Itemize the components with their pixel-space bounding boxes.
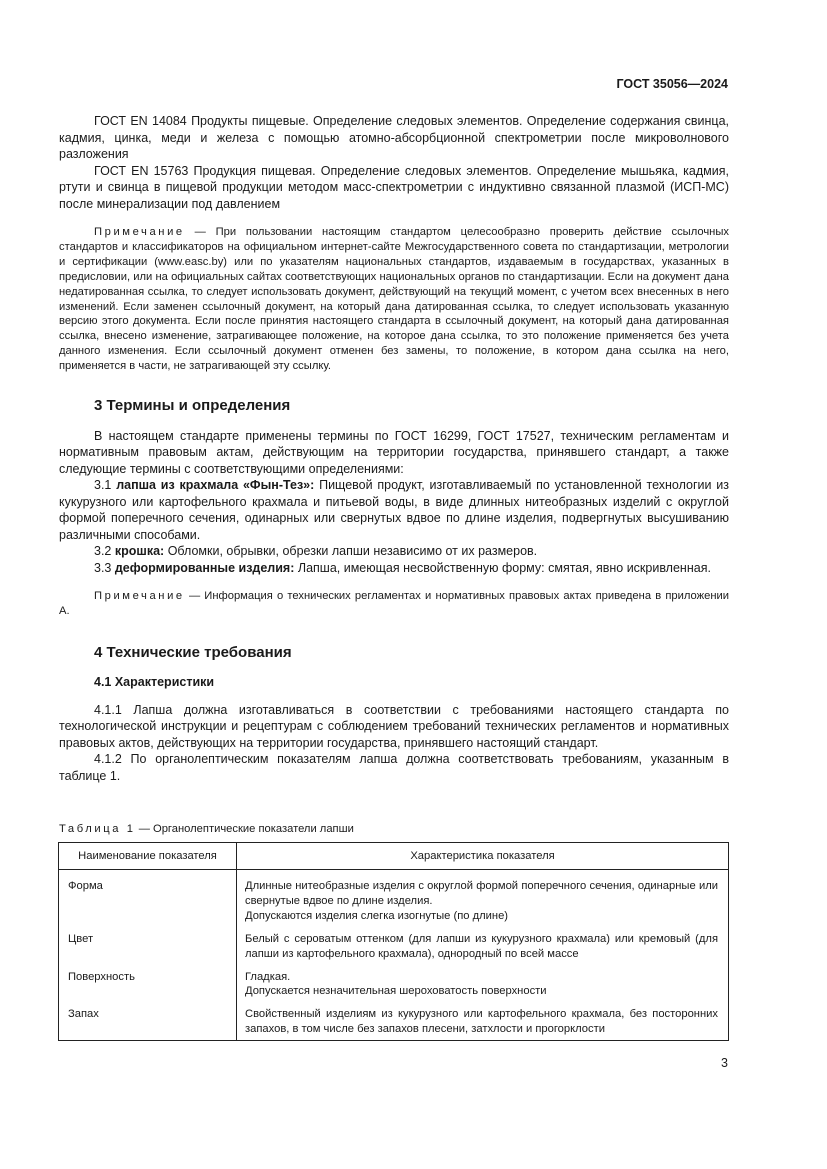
paragraph-4-1-2: 4.1.2 По органолептическим показателям лапша должна соответствовать требованиям, указанным в таблице 1. bbox=[59, 752, 729, 783]
standard-code: ГОСТ 35056—2024 bbox=[616, 77, 728, 91]
term-name: лапша из крахмала «Фын-Тез»: bbox=[116, 478, 315, 493]
table-row bbox=[59, 924, 729, 962]
table-caption-text: — Органолептические показатели лапши bbox=[135, 823, 354, 835]
table-row bbox=[59, 962, 729, 1000]
table-caption bbox=[59, 823, 354, 835]
term-definition: Пищевой продукт, изготавливаемый по установленной технологии из кукурузного или картофельного крахмала и питьевой воды, в виде длинных нитеобразных изделий с округлой формой поперечного сечения, одинарных или свернутых вдвое по длине изделия, подвергнутых высушиванию различными способами. bbox=[59, 478, 729, 542]
characteristic-line: Допускаются изделия слегка изогнутые (по длине) bbox=[245, 909, 509, 922]
indicator-characteristic bbox=[237, 924, 729, 962]
table-header-row bbox=[59, 843, 729, 870]
term-name: крошка: bbox=[114, 544, 165, 559]
reference-entry: ГОСТ EN 14084 Продукты пищевые. Определение следовых элементов. Определение содержания свинца, кадмия, цинка, меди и железа с помощью атомно-абсорбционной спектрометрии после микроволнового разложения bbox=[59, 114, 729, 161]
term-definition: Обломки, обрывки, обрезки лапши независимо от их размеров. bbox=[167, 544, 538, 559]
term-number: 3.1 bbox=[94, 478, 112, 493]
indicator-characteristic bbox=[237, 962, 729, 1000]
indicator-name: Поверхность bbox=[59, 962, 237, 1000]
indicator-name: Цвет bbox=[59, 924, 237, 962]
reference-entry: ГОСТ EN 15763 Продукция пищевая. Определение следовых элементов. Определение мышьяка, кадмия, ртути и свинца в пищевой продукции методом масс-спектрометрии с индуктивно связанной плазмой (ИСП-МС) после минерализации под давлением bbox=[59, 163, 729, 211]
subsection-4-1-title: 4.1 Характеристики bbox=[94, 675, 215, 690]
table-row bbox=[59, 999, 729, 1040]
table-caption-label: Таблица 1 bbox=[59, 823, 136, 835]
note-text: — Информация о технических регламентах и нормативных правовых актах приведена в приложении А. bbox=[59, 590, 729, 617]
note-label: Примечание bbox=[94, 590, 185, 603]
page-content bbox=[59, 113, 729, 784]
table-header-cell: Характеристика показателя bbox=[237, 843, 729, 870]
term-3-1 bbox=[59, 477, 729, 543]
term-number: 3.2 bbox=[94, 544, 112, 559]
section-3-intro: В настоящем стандарте применены термины по ГОСТ 16299, ГОСТ 17527, техническим регламентам и нормативным правовым актам, действующим на территории государства, принявшего стандарт, а также следующие термины с соответствующими определениями: bbox=[59, 428, 729, 476]
characteristic-line: Гладкая. bbox=[245, 970, 291, 983]
section-3-title: 3 Термины и определения bbox=[94, 397, 291, 415]
section-4-title: 4 Технические требования bbox=[94, 643, 292, 661]
organoleptic-table bbox=[58, 842, 729, 1041]
note-regulations bbox=[59, 589, 729, 619]
indicator-name: Запах bbox=[59, 999, 237, 1040]
characteristic-line: Белый с сероватым оттенком (для лапши из кукурузного крахмала) или кремовый (для лапши из картофельного крахмала), однородный по всей массе bbox=[245, 932, 718, 960]
term-definition: Лапша, имеющая несвойственную форму: смятая, явно искривленная. bbox=[297, 560, 711, 575]
table-row bbox=[59, 870, 729, 924]
table-header-cell: Наименование показателя bbox=[59, 843, 237, 870]
characteristic-line: Длинные нитеобразные изделия с округлой формой поперечного сечения, одинарные или свернутые вдвое по длине изделия. bbox=[245, 880, 718, 907]
note-label: Примечание bbox=[94, 226, 185, 238]
indicator-name: Форма bbox=[59, 870, 237, 924]
note-references bbox=[59, 225, 729, 374]
indicator-characteristic bbox=[237, 999, 729, 1040]
term-number: 3.3 bbox=[94, 560, 112, 575]
characteristic-line: Свойственный изделиям из кукурузного или картофельного крахмала, без посторонних запахов, в том числе без запахов плесени, затхлости и прогорклости bbox=[245, 1008, 718, 1036]
term-3-2 bbox=[59, 543, 729, 560]
note-text: — При пользовании настоящим стандартом целесообразно проверить действие ссылочных стандартов и классификаторов на официальном интернет-сайте Межгосударственного совета по стандартизации, метрологии и сертификации (www.easc.by) или по указателям национальных стандартов, издаваемым в государствах, указанных в предисловии, или на официальных сайтах соответствующих национальных органов по стандартизации. Если на документ дана недатированная ссылка, то следует использовать документ, действующий на текущий момент, с учетом всех внесенных в него изменений. Если заменен ссылочный документ, на который дана датированная ссылка, то следует использовать указанную версию этого документа. Если после принятия настоящего стандарта в ссылочный документ, на который дана датированная ссылка, внесено изменение, затрагивающее положение, на которое дана ссылка, то это положение применяется без учета данного изменения. Если ссылочный документ отменен без замены, то положение, в котором дана ссылка на него, применяется в части, не затрагивающей эту ссылку. bbox=[59, 226, 729, 373]
page-number: 3 bbox=[721, 1056, 728, 1070]
term-3-3 bbox=[59, 560, 729, 577]
indicator-characteristic bbox=[237, 870, 729, 924]
characteristic-line: Допускается незначительная шероховатость поверхности bbox=[245, 985, 547, 998]
term-name: деформированные изделия: bbox=[114, 560, 295, 575]
paragraph-4-1-1: 4.1.1 Лапша должна изготавливаться в соответствии с требованиями настоящего стандарта по технологической инструкции и рецептурам с соблюдением требований технических регламентов и нормативных правовых актов, действующих на территории государства, принявшего настоящий стандарт. bbox=[59, 702, 729, 750]
